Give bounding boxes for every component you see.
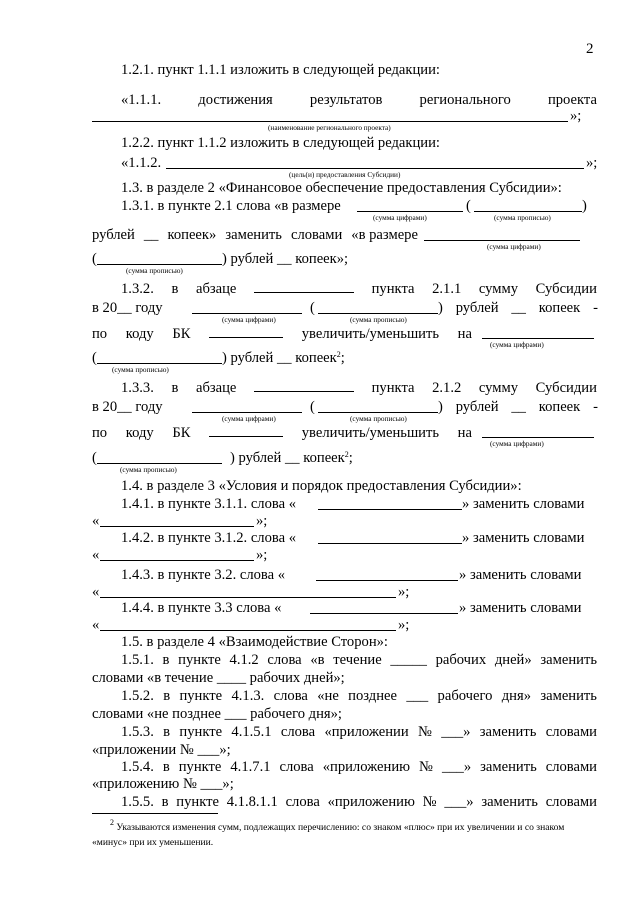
line-1-2-1: 1.2.1. пункт 1.1.1 изложить в следующей редакции: [121, 62, 440, 78]
caption-words-3: (сумма прописью) [350, 315, 407, 324]
line-year-2: в 20__ году [92, 399, 163, 415]
line-1-4-3-new: « [92, 584, 100, 600]
sum-digits-field-2[interactable] [424, 240, 580, 241]
sum-digits-field-6[interactable] [482, 437, 594, 438]
old-words-field-3[interactable] [316, 580, 458, 581]
line-1-4-3-new-end: »; [398, 584, 410, 600]
paragraph-field-2[interactable] [254, 380, 354, 392]
line-year-2-end: ) рублей __ копеек - [438, 399, 598, 415]
line-1-5-2-cont: словами «не позднее ___ рабочего дня»; [92, 706, 342, 722]
line-1-1-1-text: «1.1.1. достижения результатов регионального проекта [121, 92, 597, 108]
footnote-ref-2[interactable]: 2 [344, 450, 349, 459]
caption-digits-2: (сумма цифрами) [487, 242, 541, 251]
new-words-field-2[interactable] [100, 560, 254, 561]
caption-digits-1: (сумма цифрами) [373, 213, 427, 222]
sum-digits-field-3[interactable] [192, 313, 302, 314]
line-year-1: в 20__ году [92, 300, 163, 316]
bk-code-field-2[interactable] [209, 425, 283, 437]
line-1-4-1-new-end: »; [256, 513, 268, 529]
line-1-4-2-new: « [92, 547, 100, 563]
line-1-5-3: 1.5.3. в пункте 4.1.5.1 слова «приложении № ___» заменить словами [121, 724, 597, 740]
new-words-field-1[interactable] [100, 526, 254, 527]
sum-digits-field-5[interactable] [192, 412, 302, 413]
caption-words-2: (сумма прописью) [126, 266, 183, 275]
line-1-3: 1.3. в разделе 2 «Финансовое обеспечение предоставления Субсидии»: [121, 180, 562, 196]
caption-digits-4: (сумма цифрами) [490, 340, 544, 349]
line-1-4-3-end: » заменить словами [459, 567, 582, 583]
line-1-4-1: 1.4.1. в пункте 3.1.1. слова « [121, 496, 297, 512]
footnote-number: 2 [110, 818, 114, 827]
old-words-field-2[interactable] [318, 543, 462, 544]
paren-open-1: ( [466, 198, 471, 214]
line-words-6: ( [92, 450, 97, 466]
line-1-4-1-new: « [92, 513, 100, 529]
line-1-5-5: 1.5.5. в пункте 4.1.8.1.1 слова «приложению № ___» заменить словами [121, 794, 597, 810]
line-project-end: »; [570, 108, 582, 124]
footnote-separator [92, 813, 218, 814]
bk-code-field-1[interactable] [209, 326, 283, 338]
line-goal-end: »; [586, 155, 598, 171]
paren-open-5: ( [310, 399, 315, 415]
sum-words-field-4[interactable] [97, 363, 222, 364]
new-words-field-4[interactable] [100, 630, 396, 631]
caption-words-6: (сумма прописью) [120, 465, 177, 474]
caption-words-5: (сумма прописью) [350, 414, 407, 423]
caption-words-1: (сумма прописью) [494, 213, 551, 222]
line-1-4-2-new-end: »; [256, 547, 268, 563]
line-1-1-2: «1.1.2. [121, 155, 162, 171]
page-number: 2 [586, 41, 594, 57]
line-1-5-1: 1.5.1. в пункте 4.1.2 слова «в течение _____ рабочих дней» заменить [121, 652, 597, 668]
caption-digits-6: (сумма цифрами) [490, 439, 544, 448]
line-1-4-2-end: » заменить словами [462, 530, 585, 546]
line-1-3-3: 1.3.3. в абзаце пункта 2.1.2 сумму Субсидии [121, 380, 597, 396]
line-words-2: ( [92, 251, 97, 267]
line-rubles-replace: рублей __ копеек» заменить словами «в размере [92, 227, 418, 243]
new-words-field-3[interactable] [100, 597, 396, 598]
line-1-5-1-cont: словами «в течение ____ рабочих дней»; [92, 670, 345, 686]
sum-digits-field-1[interactable] [357, 211, 463, 212]
caption-project: (наименование регионального проекта) [268, 123, 391, 132]
line-year-1-end: ) рублей __ копеек - [438, 300, 598, 316]
line-1-4: 1.4. в разделе 3 «Условия и порядок предоставления Субсидии»: [121, 478, 522, 494]
line-bk-1: по коду БК увеличить/уменьшить на [92, 326, 472, 342]
line-1-5: 1.5. в разделе 4 «Взаимодействие Сторон»: [121, 634, 388, 650]
line-1-4-3: 1.4.3. в пункте 3.2. слова « [121, 567, 286, 583]
sum-words-field-2[interactable] [97, 264, 222, 265]
line-words-4: ( [92, 350, 97, 366]
line-1-4-4-end: » заменить словами [459, 600, 582, 616]
line-words-2-end: ) рублей __ копеек»; [222, 251, 349, 267]
line-1-2-2: 1.2.2. пункт 1.1.2 изложить в следующей редакции: [121, 135, 440, 151]
caption-words-4: (сумма прописью) [112, 365, 169, 374]
paren-open-3: ( [310, 300, 315, 316]
project-name-field[interactable] [92, 121, 568, 122]
footnote [92, 820, 597, 850]
line-1-5-4: 1.5.4. в пункте 4.1.7.1 слова «приложению № ___» заменить словами [121, 759, 597, 775]
line-1-4-1-end: » заменить словами [462, 496, 585, 512]
sum-words-field-5[interactable] [318, 412, 438, 413]
line-1-4-4-new: « [92, 617, 100, 633]
caption-goal: (цель(и) предоставления Субсидии) [289, 170, 401, 179]
line-1-5-4-cont: «приложению № ___»; [92, 776, 234, 792]
paragraph-field-1[interactable] [254, 281, 354, 293]
line-1-4-4: 1.4.4. в пункте 3.3 слова « [121, 600, 282, 616]
line-1-3-2: 1.3.2. в абзаце пункта 2.1.1 сумму Субсидии [121, 281, 597, 297]
old-words-field-4[interactable] [310, 613, 458, 614]
line-words-6-end: ) рублей __ копеек$^2$; [230, 450, 353, 466]
caption-digits-3: (сумма цифрами) [222, 315, 276, 324]
sum-words-field-6[interactable] [97, 463, 222, 464]
line-bk-2: по коду БК увеличить/уменьшить на [92, 425, 472, 441]
sum-digits-field-4[interactable] [482, 338, 594, 339]
footnote-text: Указываются изменения сумм, подлежащих перечислению: со знаком «плюс» при их увеличении и со знаком «минус» при их уменьшении. [92, 822, 565, 848]
sum-words-field-3[interactable] [318, 313, 438, 314]
line-1-4-2: 1.4.2. в пункте 3.1.2. слова « [121, 530, 297, 546]
caption-digits-5: (сумма цифрами) [222, 414, 276, 423]
line-1-3-1: 1.3.1. в пункте 2.1 слова «в размере [121, 198, 341, 214]
line-words-4-end: ) рублей __ копеек$^2$; [222, 350, 345, 366]
goal-field[interactable] [166, 168, 584, 169]
old-words-field-1[interactable] [318, 509, 462, 510]
line-1-4-4-new-end: »; [398, 617, 410, 633]
line-1-5-3-cont: «приложении № ___»; [92, 742, 231, 758]
sum-words-field-1[interactable] [474, 211, 582, 212]
paren-close-1: ) [582, 198, 587, 214]
footnote-ref[interactable]: 2 [336, 350, 341, 359]
line-1-5-2: 1.5.2. в пункте 4.1.3. слова «не позднее ___ рабочего дня» заменить [121, 688, 597, 704]
